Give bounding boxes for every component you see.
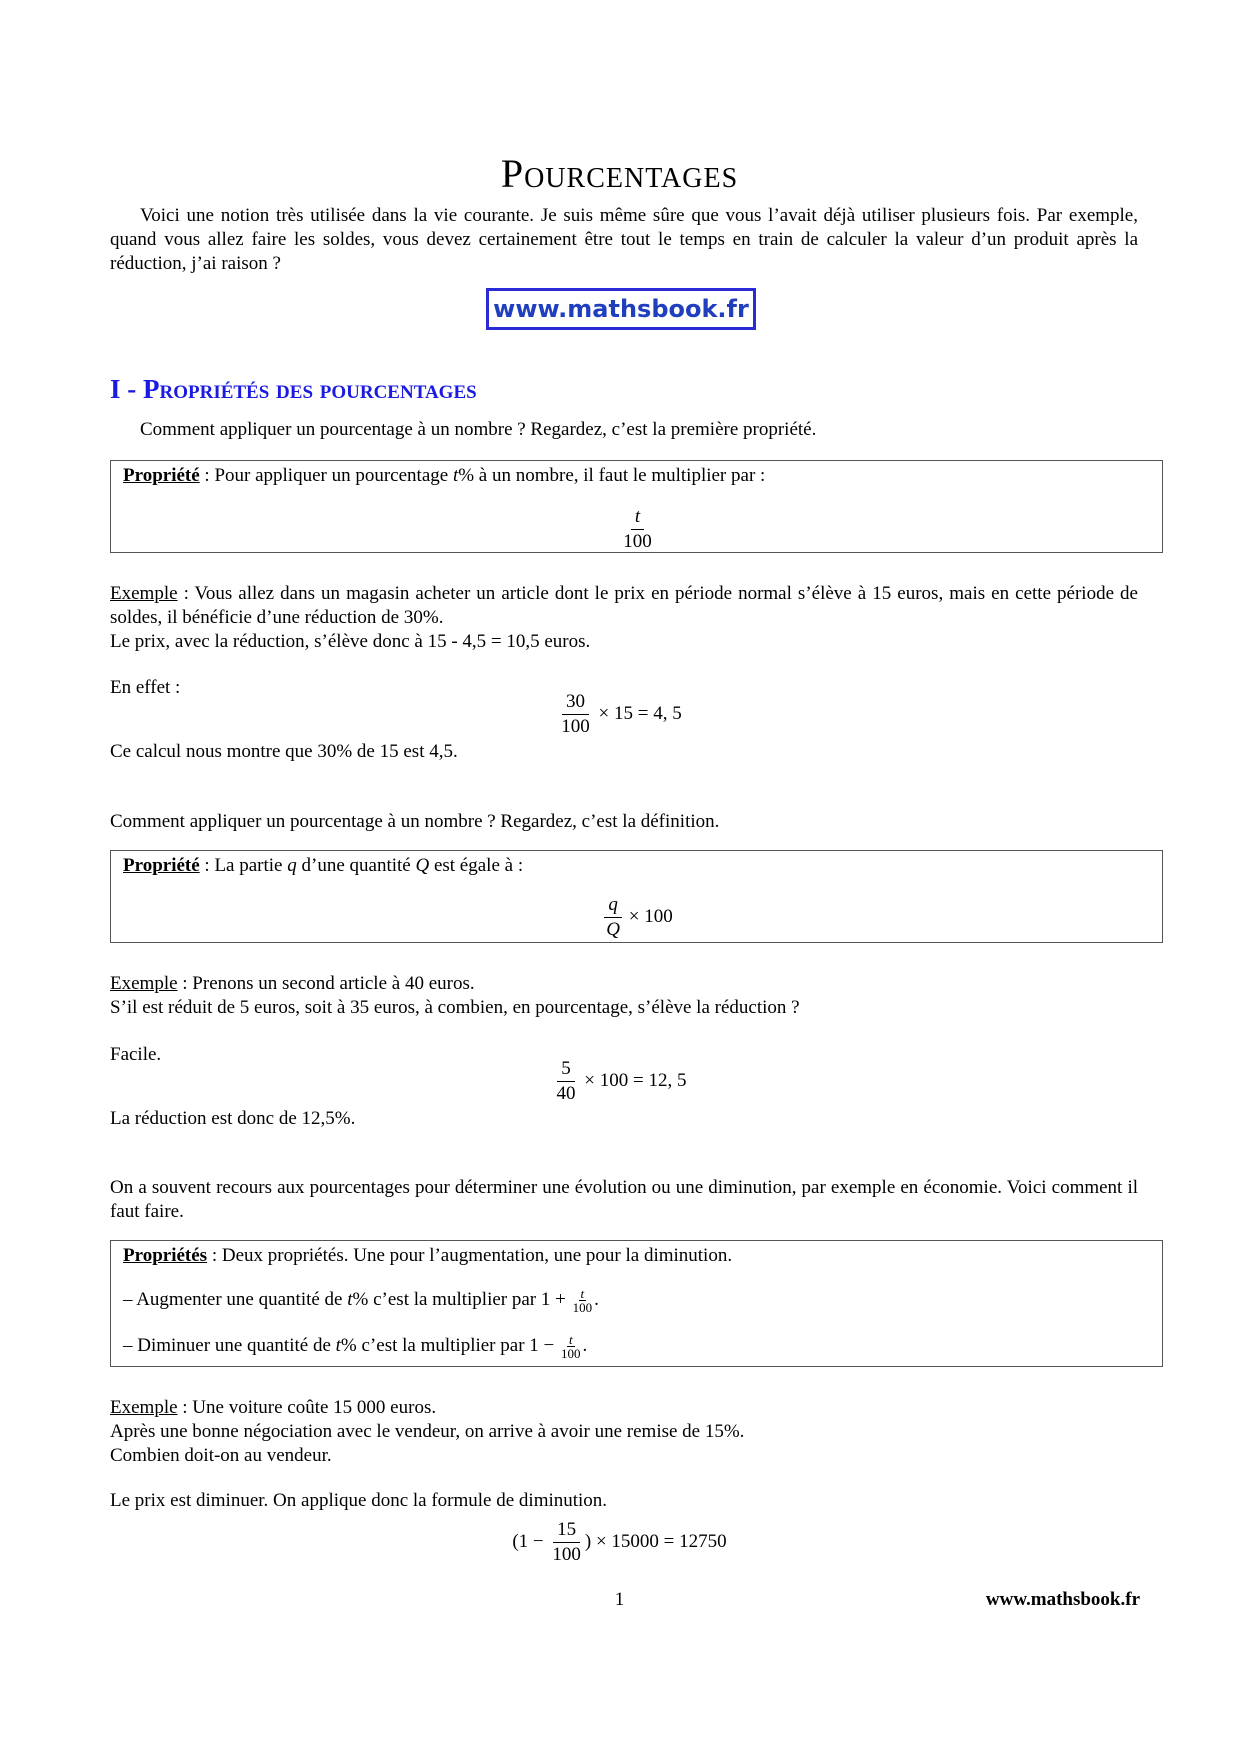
fraction-denominator: 100 — [552, 1544, 581, 1565]
page-number: 1 — [614, 1589, 625, 1610]
fraction-numerator: t — [631, 505, 644, 530]
property-text: est égale à : — [429, 855, 524, 876]
section1-intro: Comment appliquer un pourcentage à un nombre ? Regardez, c’est la première propriété. — [140, 419, 817, 440]
math-variable: t — [335, 1334, 341, 1356]
footer-url[interactable]: www.mathsbook.fr — [985, 1589, 1140, 1610]
example-text: : Prenons un second article à 40 euros. — [177, 973, 475, 994]
example-text: S’il est réduit de 5 euros, soit à 35 euros, à combien, en pourcentage, s’élève la réduction ? — [110, 997, 800, 1018]
property-text: % c’est la multiplier par 1 − — [340, 1334, 559, 1356]
fraction-numerator: t — [580, 1286, 585, 1301]
fraction — [559, 1333, 583, 1360]
property-2-statement — [123, 854, 1143, 878]
property-label: Propriétés — [123, 1245, 208, 1266]
example-1-formula — [0, 690, 1239, 739]
fraction — [602, 893, 624, 942]
property-label: Propriété — [123, 465, 200, 486]
property-box-2 — [110, 850, 1163, 943]
property-text: : Deux propriétés. Une pour l’augmentation, une pour la diminution. — [207, 1245, 733, 1266]
property-label: Propriété — [123, 855, 200, 876]
fraction-denominator: 100 — [572, 1300, 593, 1315]
fraction — [553, 1057, 580, 1106]
property-3-item-increase: – Augmenter une quantité de t% c’est la multiplier par 1 + $\frac{t}{100}$ . — [123, 1286, 599, 1315]
example-3-text — [110, 1396, 1138, 1468]
section3-intro: On a souvent recours aux pourcentages pour déterminer une évolution ou une diminution, par exemple en économie. Voici comment il faut faire. — [110, 1177, 1138, 1222]
fraction-numerator: 30 — [562, 690, 589, 715]
example-1-text — [110, 582, 1138, 654]
property-text: : La partie — [199, 855, 288, 876]
section2-intro: Comment appliquer un pourcentage à un nombre ? Regardez, c’est la définition. — [110, 811, 720, 832]
property-text: – Augmenter une quantité de — [123, 1288, 348, 1310]
property-1-statement — [123, 464, 1143, 488]
formula-rest: ) × 15000 = 12750 — [584, 1530, 727, 1552]
property-box-3 — [110, 1240, 1163, 1367]
property-3-item-decrease: – Diminuer une quantité de t% c’est la multiplier par 1 − $\frac{t}{100}$ . — [123, 1332, 588, 1361]
property-3-statement — [123, 1244, 1143, 1268]
example-text: Combien doit-on au vendeur. — [110, 1445, 332, 1466]
fraction — [619, 505, 656, 554]
website-link-box[interactable]: www.mathsbook.fr — [486, 288, 756, 330]
fraction — [571, 1287, 595, 1314]
example-2-conclusion: La réduction est donc de 12,5%. — [110, 1108, 356, 1129]
example-text: : Vous allez dans un magasin acheter un article dont le prix en période normal s’élève à 15 euros, mais en cette période de soldes, il bénéficie d’une réduction de 30%. — [110, 583, 1138, 628]
formula-rest: × 100 = 12, 5 — [584, 1069, 687, 1091]
formula-prefix: (1 − — [512, 1530, 549, 1552]
example-3-formula — [0, 1518, 1239, 1567]
example-label: Exemple — [110, 1397, 178, 1418]
example-label: Exemple — [110, 583, 178, 604]
fraction — [557, 690, 594, 739]
example-2-text — [110, 972, 1138, 1020]
property-1-formula — [111, 505, 1164, 554]
example-text: Le prix, avec la réduction, s’élève donc à 15 - 4,5 = 10,5 euros. — [110, 631, 591, 652]
property-box-1 — [110, 460, 1163, 553]
example-1-conclusion: Ce calcul nous montre que 30% de 15 est 4,5. — [110, 741, 458, 762]
property-text: – Diminuer une quantité de — [123, 1334, 336, 1356]
fraction-numerator: 15 — [553, 1518, 580, 1543]
fraction-numerator: 5 — [557, 1057, 575, 1082]
property-text: d’une quantité — [296, 855, 416, 876]
math-variable: Q — [415, 855, 430, 876]
property-text: % c’est la multiplier par 1 + — [352, 1288, 571, 1310]
fraction-denominator: 100 — [623, 531, 652, 552]
section-heading-1: I - Propriétés des pourcentages — [110, 374, 477, 404]
example-text: : Une voiture coûte 15 000 euros. — [177, 1397, 437, 1418]
page-title: Pourcentages — [500, 151, 739, 196]
formula-rest: × 100 — [628, 905, 673, 927]
fraction-denominator: 40 — [556, 1083, 576, 1104]
example-2-formula — [0, 1057, 1239, 1106]
property-text: % à un nombre, il faut le multiplier par : — [458, 465, 766, 486]
fraction — [548, 1518, 585, 1567]
math-variable: t — [347, 1288, 353, 1310]
math-variable: q — [287, 855, 297, 876]
math-variable: t — [452, 465, 459, 486]
property-text: : Pour appliquer un pourcentage — [199, 465, 453, 486]
example-3-method: Le prix est diminuer. On applique donc la formule de diminution. — [110, 1490, 608, 1511]
fraction-denominator: 100 — [561, 716, 590, 737]
example-text: Après une bonne négociation avec le vendeur, on arrive à avoir une remise de 15%. — [110, 1421, 745, 1442]
formula-rest: × 15 = 4, 5 — [598, 702, 682, 724]
en-effet-text: En effet : — [110, 677, 181, 698]
fraction-numerator: t — [568, 1332, 573, 1347]
property-2-formula — [111, 893, 1164, 942]
fraction-numerator: q — [604, 893, 622, 918]
fraction-denominator: Q — [606, 919, 620, 940]
intro-paragraph: Voici une notion très utilisée dans la vie courante. Je suis même sûre que vous l’avait déjà utiliser plusieurs fois. Par exemple, quand vous allez faire les soldes, vous devez certainement être tout le temps en train de calculer la valeur d’un produit après la réduction, j’ai raison ? — [110, 205, 1138, 274]
example-label: Exemple — [110, 973, 178, 994]
fraction-denominator: 100 — [561, 1346, 581, 1361]
facile-text: Facile. — [110, 1044, 162, 1065]
